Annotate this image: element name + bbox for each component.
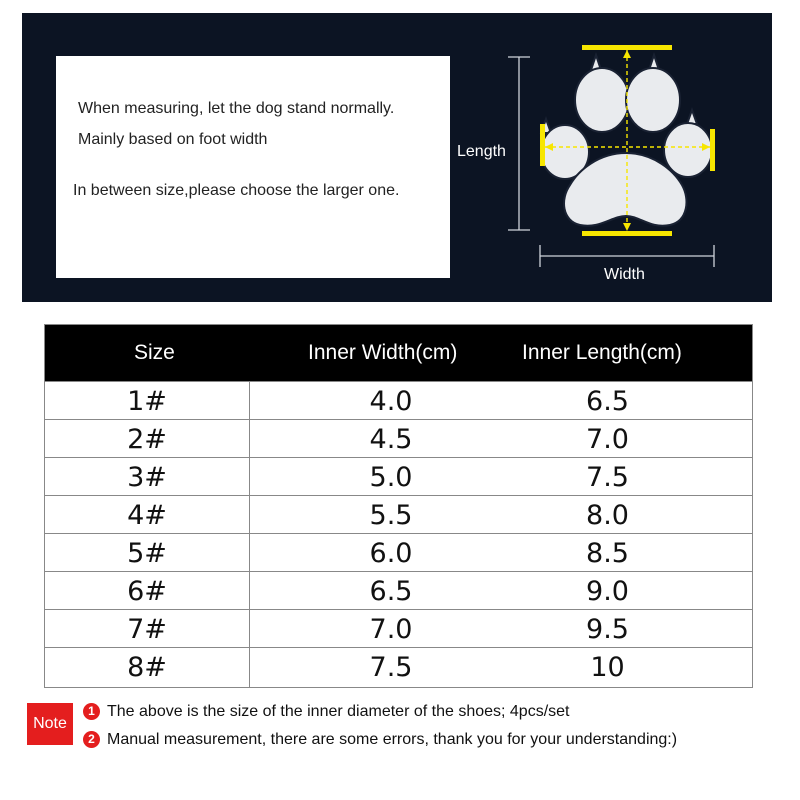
table-row	[45, 609, 752, 647]
cell-size: 2#	[127, 424, 167, 455]
table-row	[45, 457, 752, 495]
note-line-2	[83, 731, 677, 749]
number-one-icon: 1	[83, 703, 100, 720]
note-line-1	[83, 703, 569, 721]
table-row	[45, 571, 752, 609]
size-chart-table	[44, 324, 753, 688]
number-two-icon: 2	[83, 731, 100, 748]
table-header	[45, 325, 752, 381]
cell-length: 8.5	[586, 538, 629, 569]
cell-width: 5.5	[369, 500, 413, 531]
instructions-box	[56, 56, 450, 278]
cell-width: 4.5	[369, 424, 413, 455]
cell-size: 7#	[127, 614, 167, 645]
cell-length: 9.0	[586, 576, 629, 607]
table-row	[45, 419, 752, 457]
cell-size: 8#	[127, 652, 167, 683]
cell-size: 5#	[127, 538, 167, 569]
width-dimension-line	[540, 245, 714, 267]
note-badge: Note	[27, 703, 73, 745]
cell-size: 4#	[127, 500, 167, 531]
instruction-line-1: When measuring, let the dog stand normally.	[78, 100, 395, 117]
header-size: Size	[134, 341, 175, 364]
instruction-line-3: In between size,please choose the larger one.	[73, 182, 400, 199]
cell-length: 7.5	[586, 462, 629, 493]
cell-width: 6.0	[369, 538, 413, 569]
cell-length: 7.0	[586, 424, 629, 455]
note-text-1: The above is the size of the inner diameter of the shoes; 4pcs/set	[107, 703, 570, 720]
cell-width: 6.5	[369, 576, 413, 607]
table-row	[45, 533, 752, 571]
table-row	[45, 495, 752, 533]
cell-length: 6.5	[586, 386, 629, 417]
header-inner-length: Inner Length(cm)	[522, 341, 682, 364]
note-text-2: Manual measurement, there are some errors, thank you for your understanding:)	[107, 731, 678, 748]
cell-length: 8.0	[586, 500, 629, 531]
cell-size: 3#	[127, 462, 167, 493]
cell-width: 7.5	[369, 652, 413, 683]
length-label: Length	[457, 143, 506, 160]
cell-length: 10	[590, 652, 625, 683]
cell-width: 7.0	[369, 614, 413, 645]
table-row	[45, 381, 752, 419]
cell-width: 5.0	[369, 462, 413, 493]
cell-size: 6#	[127, 576, 167, 607]
cell-length: 9.5	[586, 614, 629, 645]
width-label: Width	[604, 266, 645, 283]
cell-size: 1#	[127, 386, 167, 417]
instruction-line-2: Mainly based on foot width	[78, 131, 268, 148]
header-inner-width: Inner Width(cm)	[308, 341, 458, 364]
cell-width: 4.0	[369, 386, 413, 417]
length-dimension-line	[508, 57, 530, 230]
table-row	[45, 647, 752, 685]
